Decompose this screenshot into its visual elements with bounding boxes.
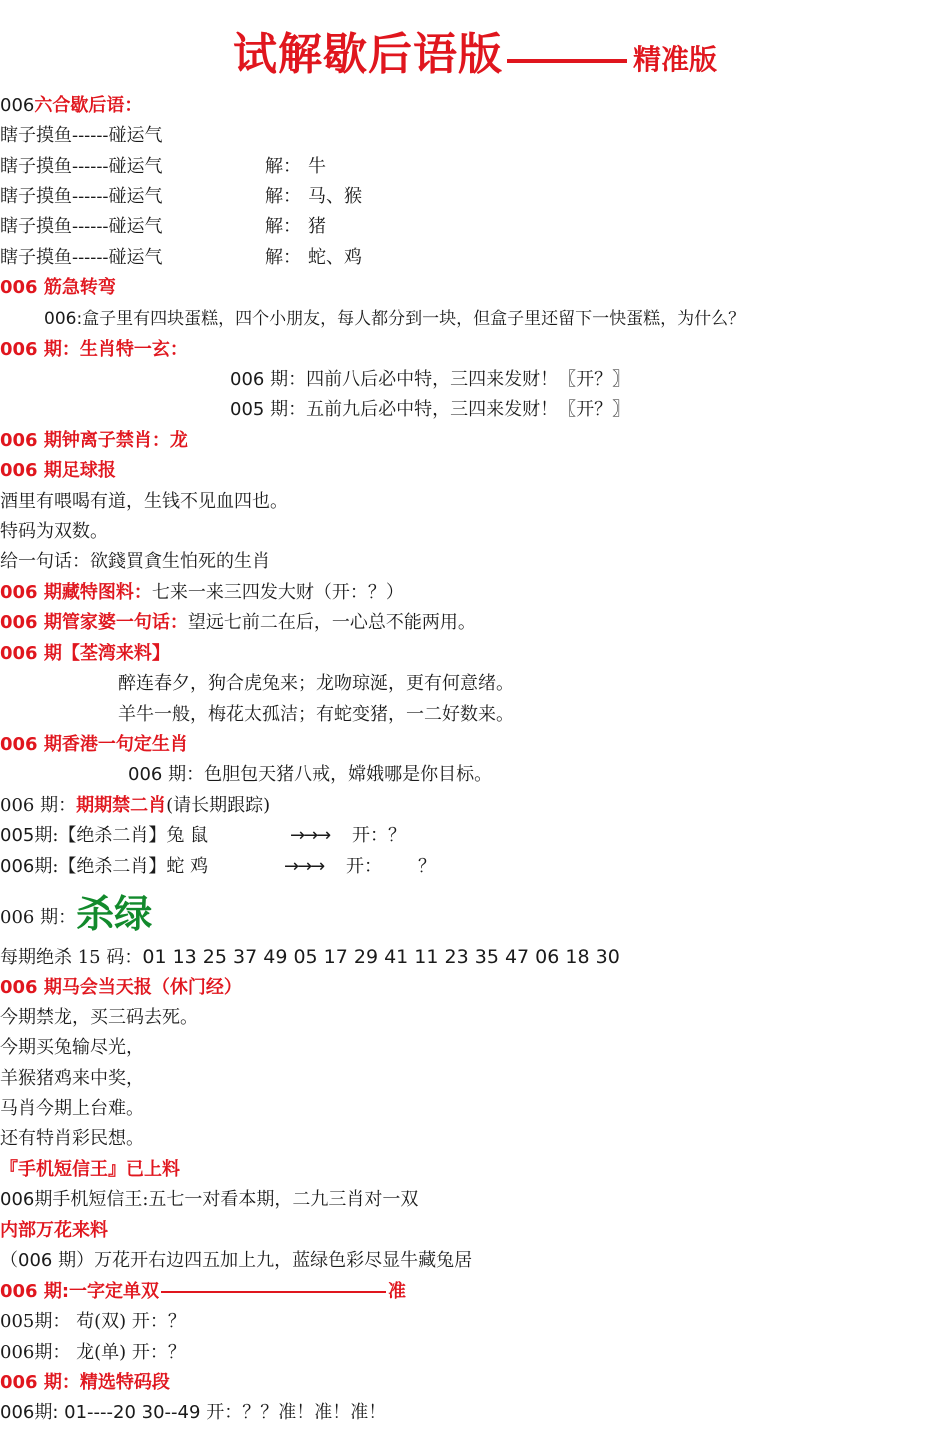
- s14-heading: 内部万花来料: [0, 1220, 108, 1241]
- s1-riddle-3: [0, 212, 326, 242]
- answer-value: 猪: [308, 216, 326, 237]
- s9-body: 期：色胆包天猪八戒，嫦娥哪是你目标。: [168, 764, 493, 785]
- s5-line-2: 给一句话：欲錢買貪生怕死的生肖: [0, 551, 270, 572]
- arrow-right-icon: →→→: [290, 825, 330, 846]
- answer-value: 蛇、鸡: [308, 247, 362, 268]
- s3-line-1-text: 期：四前八后必中特，三四来发财！〖开？〗: [270, 369, 631, 390]
- page-title: [0, 18, 950, 82]
- s9-heading: 006 期香港一句定生肖: [0, 734, 188, 755]
- s14-num: （006 期）: [0, 1250, 95, 1271]
- title-main: 试解歇后语版: [232, 29, 503, 80]
- s8-line-1: 羊牛一般，梅花太孤洁；有蛇变猪，一二好数来。: [118, 704, 514, 725]
- s10-note: (请长期跟踪): [166, 795, 271, 816]
- s13-body: 期手机短信王:五七一对看本期，二九三肖对一双: [34, 1189, 419, 1210]
- s1-heading-text: 六合歇后语：: [34, 95, 143, 116]
- title-sub: 精准版: [632, 43, 717, 76]
- riddle-text: 瞎子摸鱼------碰运气: [0, 247, 163, 268]
- s10-r2-open: 开：: [346, 856, 382, 877]
- s10-r2-question: ？: [418, 856, 436, 877]
- s15-l2-text: 期： 龙(单) 开：？: [34, 1342, 186, 1363]
- s14-body: 万花开右边四五加上九，蓝绿色彩尽显牛藏兔居: [94, 1250, 473, 1271]
- s13-num: 006: [0, 1189, 35, 1210]
- s15-l2-num: 006: [0, 1342, 35, 1363]
- s5-line-0: 酒里有喂喝有道，生钱不见血四也。: [0, 491, 288, 512]
- s1-heading: [0, 91, 142, 121]
- s15-line-1: [0, 1307, 186, 1337]
- s11-row: [0, 892, 153, 938]
- s7-row: [0, 608, 476, 638]
- answer-label: 解：: [265, 186, 301, 207]
- s3-line-2-text: 期：五前九后必中特，三四来发财！〖开？〗: [270, 399, 631, 420]
- s15-dash-line: [161, 1291, 386, 1293]
- s12-line-1: 今期买兔输尽光，: [0, 1037, 144, 1058]
- s10-r1-label: 期:【绝杀二肖】兔 鼠: [34, 825, 209, 846]
- s1-riddle-1: [0, 152, 326, 182]
- s10-row-2: [0, 852, 436, 882]
- s12-line-3: 马肖今期上台难。: [0, 1098, 144, 1119]
- s10-heading: 期期禁二肖: [76, 795, 167, 816]
- s11-codes: 01 13 25 37 49 05 17 29 41 11 23 35 47 06 18 30: [142, 946, 620, 968]
- riddle-text: 瞎子摸鱼------碰运气: [0, 216, 163, 237]
- s8-heading: 006 期【荃湾来料】: [0, 643, 170, 664]
- s16-tail: 开：？？准！准！准！: [206, 1402, 387, 1423]
- s13-line: [0, 1185, 418, 1215]
- answer-label: 解：: [265, 216, 301, 237]
- s10-r1-open: 开：？: [352, 825, 406, 846]
- s11-codes-label: 每期绝杀 15 码：: [0, 947, 143, 968]
- s10-row-1: [0, 821, 406, 851]
- s16-heading: 006 期：精选特码段: [0, 1372, 170, 1393]
- riddle-text: 瞎子摸鱼------碰运气: [0, 186, 163, 207]
- s10-r1-num: 005: [0, 825, 35, 846]
- s5-line-1: 特码为双数。: [0, 521, 108, 542]
- s12-heading: 006 期马会当天报（休门经）: [0, 977, 242, 998]
- s10-heading-row: [0, 791, 270, 821]
- s11-label: 006 期：: [0, 907, 77, 928]
- s2-body: 006:盒子里有四块蛋糕，四个小朋友，每人都分到一块，但盒子里还留下一快蛋糕，为什么？: [44, 309, 746, 329]
- s6-row: [0, 578, 404, 608]
- answer-label: 解：: [265, 156, 301, 177]
- s1-riddle-2: [0, 182, 362, 212]
- arrow-right-icon: →→→: [284, 856, 324, 877]
- s6-body: 七来一来三四发大财（开：？）: [151, 582, 404, 603]
- s3-line-2-num: 005: [230, 399, 265, 420]
- answer-value: 马、猴: [308, 186, 362, 207]
- s5-heading: 006 期足球报: [0, 460, 116, 481]
- s8-line-0: 醉连春夕，狗合虎兔来；龙吻琼涎，更有何意绪。: [118, 673, 514, 694]
- s1-riddle-4: [0, 243, 362, 273]
- s15-tail: 准: [388, 1281, 407, 1302]
- s3-heading: 006 期：生肖特一玄：: [0, 339, 188, 360]
- s12-line-2: 羊猴猪鸡来中奖，: [0, 1068, 144, 1089]
- s9-num: 006: [128, 764, 163, 785]
- s15-line-2: [0, 1338, 186, 1368]
- s1-riddle-0: [0, 121, 163, 151]
- s11-kill: 杀绿: [76, 892, 153, 936]
- title-dash: [507, 59, 627, 63]
- s2-heading: 006 筋急转弯: [0, 277, 116, 298]
- s10-label: 006 期：: [0, 795, 77, 816]
- s1-heading-num: 006: [0, 95, 35, 116]
- s13-heading: 『手机短信王』已上料: [0, 1159, 180, 1180]
- s3-line-1-num: 006: [230, 369, 265, 390]
- s16-line: [0, 1398, 386, 1428]
- s6-heading: 006 期藏特图料：: [0, 582, 152, 603]
- s3-line-2: [230, 395, 630, 425]
- answer-label: 解：: [265, 247, 301, 268]
- s9-line: [128, 760, 492, 790]
- s10-r2-num: 006: [0, 856, 35, 877]
- s12-line-0: 今期禁龙，买三码去死。: [0, 1007, 198, 1028]
- s4-heading: 006 期钟离子禁肖：龙: [0, 430, 188, 451]
- s10-r2-label: 期:【绝杀二肖】蛇 鸡: [34, 856, 209, 877]
- s15-heading-row: [0, 1277, 406, 1307]
- s3-line-1: [230, 365, 630, 395]
- s11-codes-row: [0, 942, 620, 972]
- s7-heading: 006 期管家婆一句话：: [0, 612, 188, 633]
- s16-num: 006: [0, 1402, 35, 1423]
- s16-range: 期: 01----20 30--49: [34, 1402, 201, 1423]
- s12-line-4: 还有特肖彩民想。: [0, 1128, 144, 1149]
- riddle-text: 瞎子摸鱼------碰运气: [0, 125, 163, 146]
- answer-value: 牛: [308, 156, 326, 177]
- s15-l1-text: 期： 苟(双) 开：？: [34, 1311, 186, 1332]
- s7-body: 望远七前二在后，一心总不能两用。: [187, 612, 476, 633]
- s14-line: [0, 1246, 472, 1276]
- s15-heading: 006 期:一字定单双: [0, 1281, 160, 1302]
- riddle-text: 瞎子摸鱼------碰运气: [0, 156, 163, 177]
- s15-l1-num: 005: [0, 1311, 35, 1332]
